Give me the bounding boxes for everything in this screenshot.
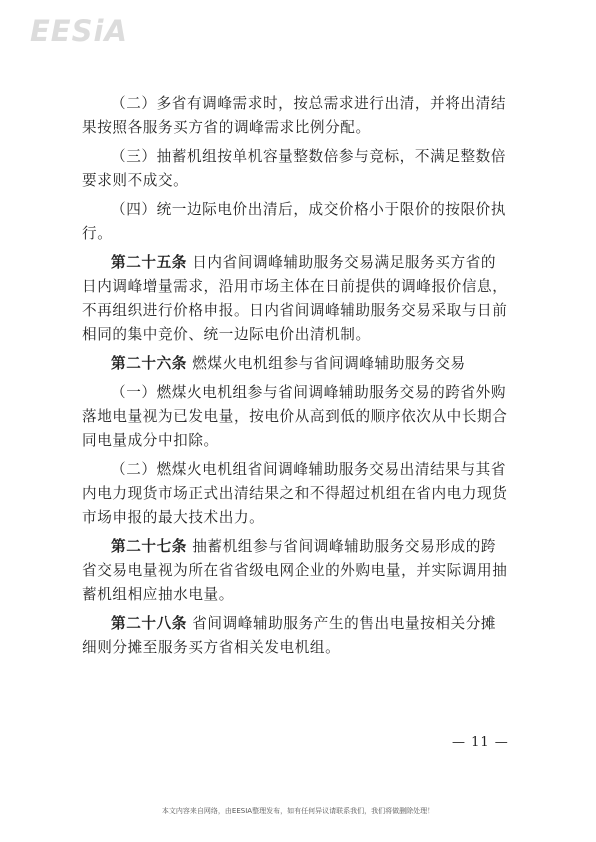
text-line <box>82 482 520 506</box>
text-line <box>82 352 520 376</box>
line-text: 抽蓄机组参与省间调峰辅助服务交易形成的跨 <box>186 538 497 555</box>
article-number: 第二十八条 <box>111 615 187 632</box>
clause-paragraph <box>82 381 520 453</box>
article-paragraph <box>82 251 520 347</box>
line-text: 同电量成分中扣除。 <box>82 432 219 449</box>
line-text: （三）抽蓄机组按单机容量整数倍参与竞标，不满足整数倍 <box>111 148 507 165</box>
text-line <box>82 405 520 429</box>
line-text: 省间调峰辅助服务产生的售出电量按相关分摊 <box>186 615 497 632</box>
text-line <box>82 299 520 323</box>
text-line <box>82 222 520 246</box>
line-text: 市场申报的最大技术出力。 <box>82 509 265 526</box>
text-line <box>82 458 520 482</box>
footer-disclaimer: 本文内容来自网络，由EESIA整理发布，如有任何异议请联系我们，我们将做删除处理！ <box>161 807 435 815</box>
text-line <box>82 275 520 299</box>
text-line <box>82 559 520 583</box>
line-text: 日内省间调峰辅助服务交易满足服务买方省的 <box>186 254 497 271</box>
article-paragraph <box>82 535 520 607</box>
clause-paragraph <box>82 92 520 140</box>
line-text: 蓄机组相应抽水电量。 <box>82 586 234 603</box>
article-number: 第二十七条 <box>111 538 187 555</box>
article-paragraph <box>82 352 520 376</box>
text-line <box>82 251 520 275</box>
text-line <box>82 429 520 453</box>
page-number: — 11 — <box>452 735 509 750</box>
text-line <box>82 198 520 222</box>
line-text: 内电力现货市场正式出清结果之和不得超过机组在省内电力现货 <box>82 485 508 502</box>
clause-paragraph <box>82 198 520 246</box>
line-text: 不再组织进行价格申报。日内省间调峰辅助服务交易采取与日前 <box>82 302 508 319</box>
eesia-logo: EESiA <box>30 14 128 48</box>
line-text: 相同的集中竞价、统一边际电价出清机制。 <box>82 326 371 343</box>
text-line <box>82 116 520 140</box>
line-text: 果按照各服务买方省的调峰需求比例分配。 <box>82 119 371 136</box>
line-text: （一）燃煤火电机组参与省间调峰辅助服务交易的跨省外购 <box>111 384 507 401</box>
line-text: 省交易电量视为所在省省级电网企业的外购电量，并实际调用抽 <box>82 562 508 579</box>
line-text: 日内调峰增量需求，沿用市场主体在日前提供的调峰报价信息， <box>82 278 508 295</box>
article-paragraph <box>82 612 520 660</box>
text-line <box>82 636 520 660</box>
text-line <box>82 612 520 636</box>
text-line <box>82 323 520 347</box>
text-line <box>82 583 520 607</box>
line-text: 落地电量视为已发电量，按电价从高到低的顺序依次从中长期合 <box>82 408 508 425</box>
text-line <box>82 506 520 530</box>
article-number: 第二十五条 <box>111 254 187 271</box>
text-line <box>82 92 520 116</box>
clause-paragraph <box>82 145 520 193</box>
line-text: 细则分摊至服务买方省相关发电机组。 <box>82 639 341 656</box>
article-number: 第二十六条 <box>111 355 187 372</box>
line-text: （二）多省有调峰需求时，按总需求进行出清，并将出清结 <box>111 95 507 112</box>
line-text: （四）统一边际电价出清后，成交价格小于限价的按限价执 <box>111 201 507 218</box>
text-line <box>82 535 520 559</box>
line-text: 行。 <box>82 225 113 242</box>
text-line <box>82 169 520 193</box>
clause-paragraph <box>82 458 520 530</box>
text-line <box>82 145 520 169</box>
line-text: 要求则不成交。 <box>82 172 189 189</box>
line-text: 燃煤火电机组参与省间调峰辅助服务交易 <box>186 355 466 372</box>
text-line <box>82 381 520 405</box>
document-body <box>82 92 520 665</box>
line-text: （二）燃煤火电机组省间调峰辅助服务交易出清结果与其省 <box>111 461 507 478</box>
